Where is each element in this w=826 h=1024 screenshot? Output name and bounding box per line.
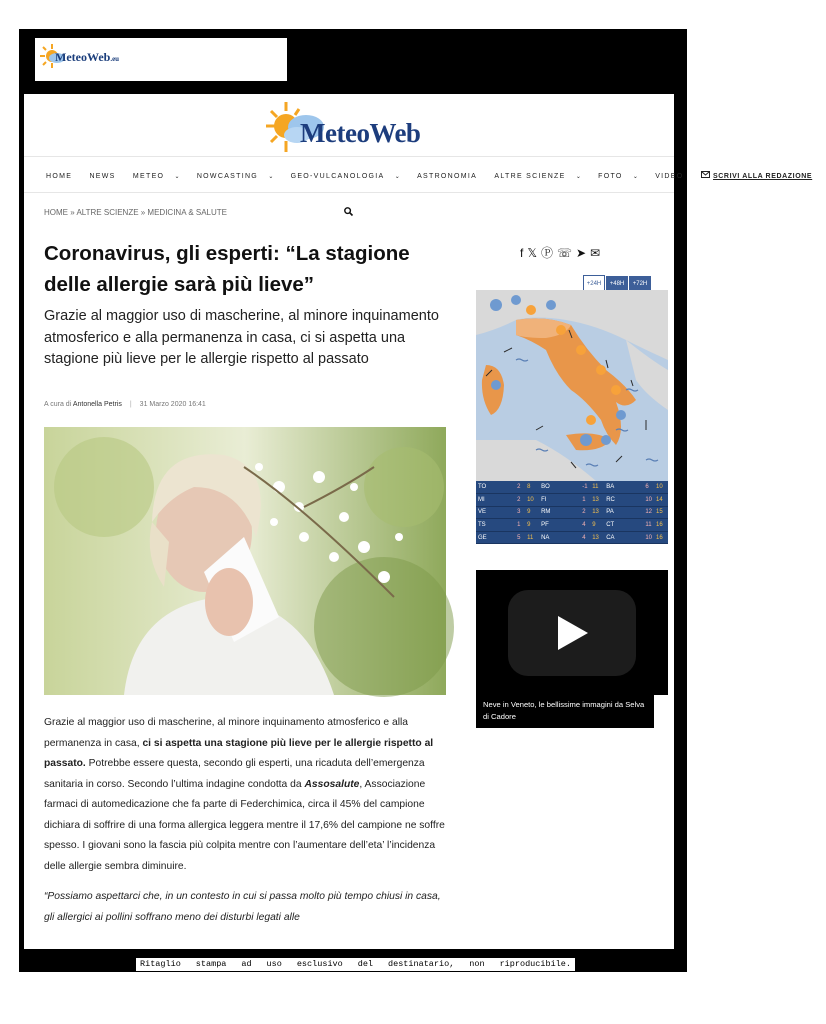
tab-72h[interactable]: +72H bbox=[629, 276, 651, 292]
video-thumbnail[interactable] bbox=[508, 590, 636, 676]
author-link[interactable]: Antonella Petris bbox=[72, 401, 122, 408]
forecast-tabs bbox=[582, 272, 651, 292]
site-logo[interactable] bbox=[264, 100, 454, 155]
city-name: VE bbox=[476, 506, 515, 519]
max-temp: 14 bbox=[654, 494, 668, 507]
min-temp: 4 bbox=[580, 531, 590, 544]
max-temp: 11 bbox=[590, 481, 604, 494]
max-temp: 9 bbox=[525, 519, 539, 532]
max-temp: 8 bbox=[525, 481, 539, 494]
table-row bbox=[476, 506, 668, 519]
article-title: Coronavirus, gli esperti: “La stagione delle allergie sarà più lieve” bbox=[44, 242, 410, 296]
table-row bbox=[476, 481, 668, 494]
city-name: GE bbox=[476, 531, 515, 544]
article-body bbox=[44, 713, 448, 938]
min-temp: 5 bbox=[515, 531, 525, 544]
city-name: CA bbox=[604, 531, 643, 544]
forecast-city-table bbox=[476, 481, 668, 544]
article-paragraph: Grazie al maggior uso di mascherine, al minore inquinamento atmosferico e alla permanenza in casa, ci si aspetta una stagione più lieve per le allergie rispetto al passato. Potrebbe essere questa, secondo gli esperti, una ricaduta dell’emergenza sanitaria in corso. Secondo l’ultima indagine condotta da Assosalute, Associazione farmaci di automedicazione che fa parte di Federchimica, circa il 45% del campione dichiara di soffrire di una forma allergica leggera mentre il 17,6% del campione ne soffre spesso. I giovani sono la fascia più colpita mentre con l’aumentare dell’eta’ l’incidenza delle allergie sembra diminuire. bbox=[44, 717, 445, 872]
min-temp: -1 bbox=[580, 481, 590, 494]
table-row bbox=[476, 519, 668, 532]
chevron-down-icon: ⌄ bbox=[632, 174, 638, 180]
nav-item-meteo[interactable]: METEO ⌄ bbox=[132, 173, 180, 180]
city-name: PF bbox=[539, 519, 580, 532]
city-name: TS bbox=[476, 519, 515, 532]
tab-24h[interactable]: +24H bbox=[583, 275, 605, 291]
nav-item-nowcasting[interactable]: NOWCASTING ⌄ bbox=[196, 173, 274, 180]
twitter-icon[interactable]: 𝕏 bbox=[527, 246, 542, 260]
city-name: BA bbox=[604, 481, 643, 494]
min-temp: 10 bbox=[643, 494, 654, 507]
telegram-icon[interactable]: ➤ bbox=[576, 246, 591, 260]
min-temp: 1 bbox=[515, 519, 525, 532]
min-temp: 3 bbox=[515, 506, 525, 519]
pinterest-icon[interactable]: Ⓟ bbox=[541, 246, 558, 260]
nav-item-astronomia[interactable]: ASTRONOMIA bbox=[417, 173, 478, 180]
min-temp: 4 bbox=[580, 519, 590, 532]
article-page bbox=[24, 94, 813, 949]
chevron-down-icon: ⌄ bbox=[268, 174, 274, 180]
min-temp: 2 bbox=[515, 494, 525, 507]
min-temp: 1 bbox=[580, 494, 590, 507]
clipping-logo bbox=[35, 38, 287, 81]
city-name: RM bbox=[539, 506, 580, 519]
nav-item-news[interactable]: NEWS bbox=[89, 173, 116, 180]
table-row bbox=[476, 494, 668, 507]
max-temp: 16 bbox=[654, 531, 668, 544]
video-player[interactable] bbox=[476, 570, 668, 695]
article-quote: “Possiamo aspettarci che, in un contesto in cui si passa molto più tempo chiusi in casa, gli allergici ai pollini soffrano meno dei disturbi legati alle bbox=[44, 891, 441, 923]
max-temp: 10 bbox=[654, 481, 668, 494]
article-photo bbox=[44, 427, 446, 695]
min-temp: 12 bbox=[643, 506, 654, 519]
nav-item-video[interactable]: VIDEO bbox=[655, 173, 684, 180]
nav-item-altre-scienze[interactable]: ALTRE SCIENZE ⌄ bbox=[494, 173, 581, 180]
clipping-logo-text: MeteoWeb.eu bbox=[55, 50, 120, 64]
min-temp: 10 bbox=[643, 531, 654, 544]
min-temp: 11 bbox=[643, 519, 654, 532]
forecast-map[interactable] bbox=[476, 290, 668, 481]
max-temp: 11 bbox=[525, 531, 539, 544]
chevron-down-icon: ⌄ bbox=[174, 174, 180, 180]
article-date: 31 Marzo 2020 16:41 bbox=[139, 401, 206, 408]
city-name: TO bbox=[476, 481, 515, 494]
nav-divider-bottom bbox=[24, 192, 674, 193]
city-name: BO bbox=[539, 481, 580, 494]
table-row bbox=[476, 531, 668, 544]
facebook-icon[interactable]: f bbox=[520, 246, 528, 260]
city-name: PA bbox=[604, 506, 643, 519]
email-icon[interactable]: ✉ bbox=[590, 246, 605, 260]
play-icon[interactable] bbox=[508, 590, 636, 676]
breadcrumb[interactable]: HOME » ALTRE SCIENZE » MEDICINA & SALUTE bbox=[44, 208, 228, 217]
max-temp: 13 bbox=[590, 531, 604, 544]
clipping-footer-note: Ritaglio stampa ad uso esclusivo del destinatario, non riproducibile. bbox=[136, 958, 575, 971]
chevron-down-icon: ⌄ bbox=[394, 174, 400, 180]
max-temp: 13 bbox=[590, 494, 604, 507]
chevron-down-icon: ⌄ bbox=[575, 174, 581, 180]
city-name: NA bbox=[539, 531, 580, 544]
max-temp: 9 bbox=[590, 519, 604, 532]
min-temp: 6 bbox=[643, 481, 654, 494]
site-logo-text: MeteoWeb bbox=[300, 118, 421, 148]
video-caption[interactable]: Neve in Veneto, le bellissime immagini da Selva di Cadore bbox=[476, 695, 654, 728]
nav-item-geo-vulcanologia[interactable]: GEO-VULCANOLOGIA ⌄ bbox=[290, 173, 400, 180]
min-temp: 2 bbox=[515, 481, 525, 494]
article-subtitle: Grazie al maggior uso di mascherine, al minore inquinamento atmosferico e alla permanenza in casa, ci si aspetta una stagione più lieve per le allergie rispetto al passato bbox=[44, 308, 439, 367]
main-nav bbox=[46, 171, 813, 185]
max-temp: 13 bbox=[590, 506, 604, 519]
city-name: MI bbox=[476, 494, 515, 507]
envelope-icon bbox=[701, 171, 710, 178]
city-name: CT bbox=[604, 519, 643, 532]
search-icon[interactable] bbox=[344, 207, 353, 216]
max-temp: 9 bbox=[525, 506, 539, 519]
city-name: RC bbox=[604, 494, 643, 507]
max-temp: 16 bbox=[654, 519, 668, 532]
city-name: FI bbox=[539, 494, 580, 507]
nav-item-home[interactable]: HOME bbox=[46, 173, 73, 180]
nav-item-write-us[interactable]: SCRIVI ALLA REDAZIONE bbox=[701, 171, 819, 180]
max-temp: 10 bbox=[525, 494, 539, 507]
article-byline: A cura di Antonella Petris | 31 Marzo 2020 16:41 bbox=[44, 401, 206, 408]
nav-item-foto[interactable]: FOTO ⌄ bbox=[598, 173, 638, 180]
min-temp: 2 bbox=[580, 506, 590, 519]
share-bar bbox=[520, 244, 604, 261]
tab-48h[interactable]: +48H bbox=[606, 276, 628, 292]
nav-divider-top bbox=[24, 156, 674, 157]
max-temp: 15 bbox=[654, 506, 668, 519]
whatsapp-icon[interactable]: ☏ bbox=[557, 246, 577, 260]
